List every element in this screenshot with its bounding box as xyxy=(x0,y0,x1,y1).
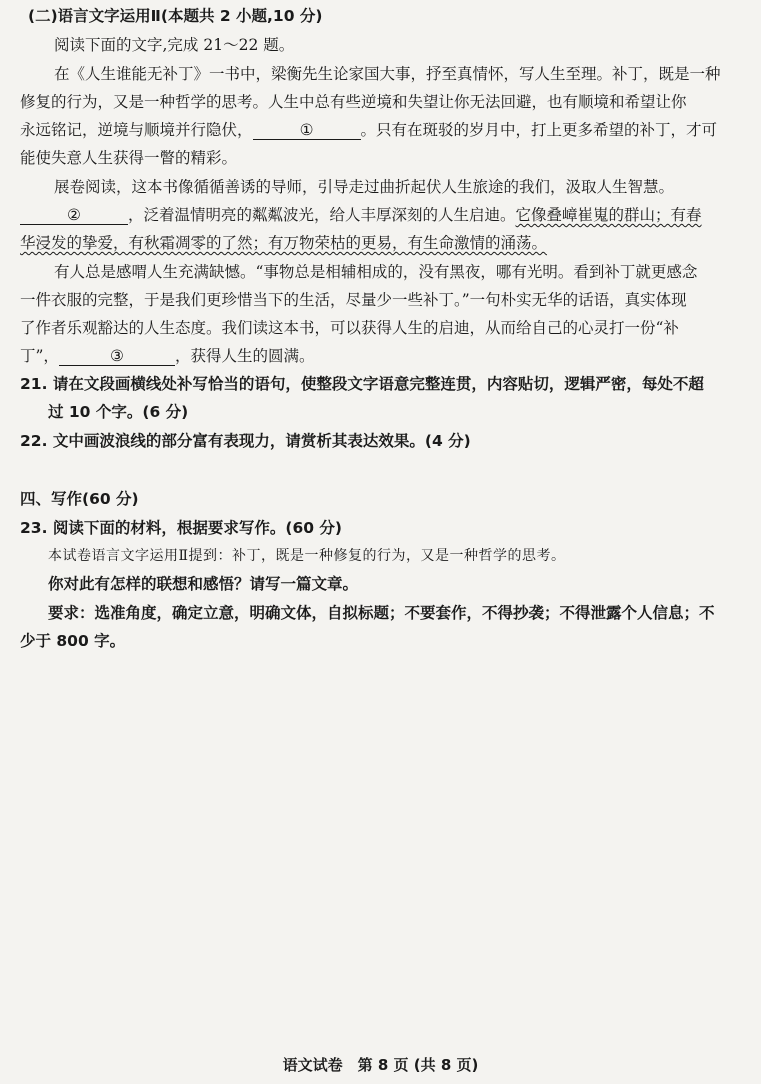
question-21-line1: 21. 请在文段画横线处补写恰当的语句，使整段文字语意完整连贯，内容贴切，逻辑严密，每处不超 xyxy=(20,375,704,393)
question-22: 22. 文中画波浪线的部分富有表现力，请赏析其表达效果。(4 分) xyxy=(20,432,471,450)
passage-p2-line1: 展卷阅读，这本书像循循善诱的导师，引导走过曲折起伏人生旅途的我们，汲取人生智慧。 xyxy=(54,178,675,196)
reading-instruction: 阅读下面的文字,完成 21～22 题。 xyxy=(54,36,295,54)
blank-3[interactable]: ③ xyxy=(59,347,175,366)
blank-2[interactable]: ② xyxy=(20,206,128,225)
writing-section-title: 四、写作(60 分) xyxy=(20,490,139,508)
passage-p2-line3 xyxy=(20,233,547,253)
passage-p3-line4-end: ，获得人生的圆满。 xyxy=(174,347,315,365)
passage-p3-line3: 了作者乐观豁达的人生态度。我们读这本书，可以获得人生的启迪，从而给自己的心灵打一份“补 xyxy=(20,319,679,337)
question-23-prompt: 你对此有怎样的联想和感悟？请写一篇文章。 xyxy=(48,575,359,593)
question-23-requirements-line2: 少于 800 字。 xyxy=(20,632,126,650)
wavy-underlined-text-1: 它像叠嶂崔嵬的群山；有春 xyxy=(515,206,702,224)
passage-p1-line4: 能使失意人生获得一瞥的精彩。 xyxy=(20,149,238,167)
page-footer: 语文试卷 第 8 页 (共 8 页) xyxy=(282,1056,479,1074)
passage-p1-line3 xyxy=(20,120,717,140)
question-23-material: 本试卷语言文字运用Ⅱ提到：补丁，既是一种修复的行为，又是一种哲学的思考。 xyxy=(48,548,566,564)
section-title: (二)语言文字运用Ⅱ(本题共 2 小题,10 分) xyxy=(28,7,323,25)
passage-p1-line1: 在《人生谁能无补丁》一书中，梁衡先生论家国大事，抒至真情怀，写人生至理。补丁，既是一种 xyxy=(54,65,721,83)
passage-p1-line3-end: 。只有在斑驳的岁月中，打上更多希望的补丁，才可 xyxy=(360,121,718,139)
blank-1[interactable]: ① xyxy=(253,121,361,140)
passage-p2-line2-text: ，泛着温情明亮的粼粼波光，给人丰厚深刻的人生启迪。 xyxy=(128,206,516,224)
passage-p2-line2 xyxy=(20,205,702,225)
passage-p3-line4 xyxy=(20,346,314,366)
passage-p3-line1: 有人总是感喟人生充满缺憾。“事物总是相辅相成的，没有黑夜，哪有光明。看到补丁就更感念 xyxy=(54,263,698,281)
passage-p3-line4-start: 丁”， xyxy=(20,347,59,365)
question-21-line2: 过 10 个字。(6 分) xyxy=(48,403,189,421)
passage-p3-line2: 一件衣服的完整，于是我们更珍惜当下的生活，尽量少一些补丁。”一句朴实无华的话语，真实体现 xyxy=(20,291,687,309)
wavy-underlined-text-2: 华浸发的挚爱，有秋霜凋零的了然；有万物荣枯的更易，有生命激情的涌荡。 xyxy=(20,234,548,252)
passage-p1-line2: 修复的行为，又是一种哲学的思考。人生中总有些逆境和失望让你无法回避，也有顺境和希望让你 xyxy=(20,93,687,111)
passage-p1-line3-start: 永远铭记，逆境与顺境并行隐伏， xyxy=(20,121,253,139)
question-23-title: 23. 阅读下面的材料，根据要求写作。(60 分) xyxy=(20,519,342,537)
question-23-requirements-line1: 要求：选准角度，确定立意，明确文体，自拟标题；不要套作，不得抄袭；不得泄露个人信息；不 xyxy=(48,604,715,622)
